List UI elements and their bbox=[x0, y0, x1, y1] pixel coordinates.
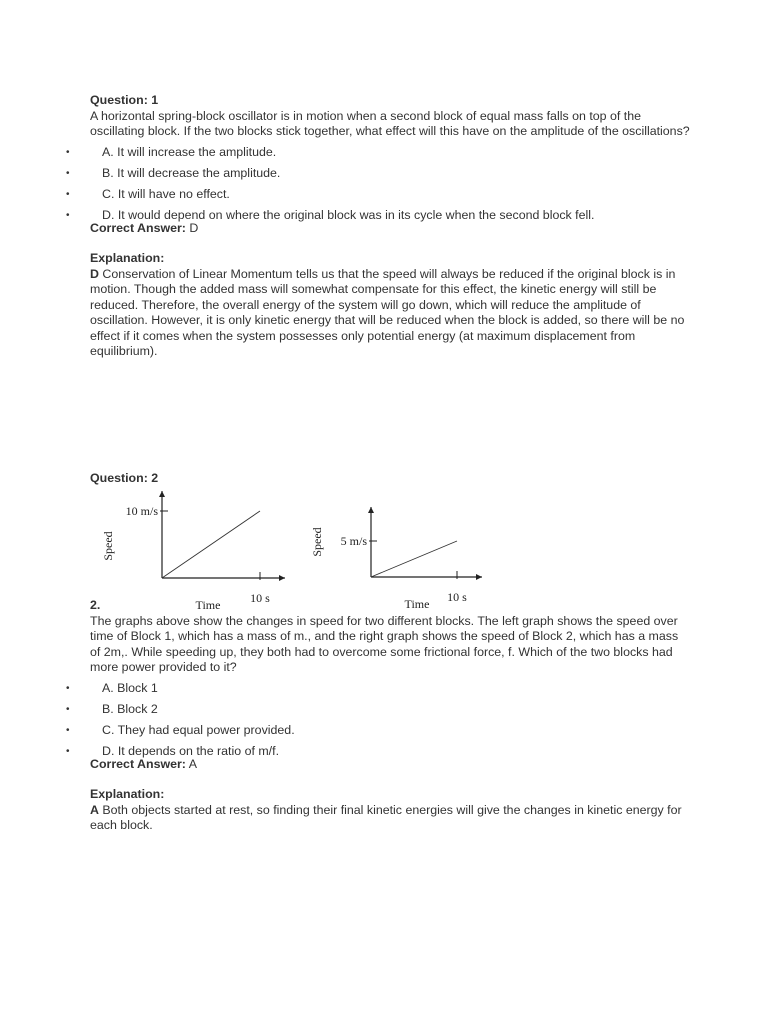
x-axis-label: Time bbox=[195, 598, 221, 612]
question-1-heading: Question: 1 bbox=[90, 93, 159, 107]
bullet-icon: • bbox=[66, 146, 70, 158]
list-item: • B. It will decrease the amplitude. bbox=[90, 163, 690, 184]
y-axis-label: Speed bbox=[310, 527, 324, 557]
x-axis-label: Time bbox=[404, 597, 430, 611]
list-item: • C. They had equal power provided. bbox=[90, 720, 690, 741]
question-2-text: The graphs above show the changes in speed for two different blocks. The left graph shows the speed over time of Block 1, which has a mass of m., and the right graph shows the speed of Block 2, which has a mass of 2m,. While speeding up, they both had to overcome some frictional force, f. Which of the two blocks had more power provided to it? bbox=[90, 613, 679, 674]
question-2 bbox=[66, 598, 690, 834]
series-line bbox=[371, 541, 457, 577]
question-2-correct-answer: Correct Answer: A bbox=[90, 756, 197, 771]
y-axis-label: Speed bbox=[101, 531, 115, 561]
y-tick-label: 10 m/s bbox=[125, 504, 158, 518]
list-item: • D. It would depend on where the original block was in its cycle when the second block fell. bbox=[90, 205, 690, 226]
x-axis-arrow-icon bbox=[279, 575, 285, 581]
question-2-explanation: A Both objects started at rest, so finding their final kinetic energies will give the changes in kinetic energy for each block. bbox=[90, 802, 682, 833]
bullet-icon: • bbox=[66, 703, 70, 715]
bullet-icon: • bbox=[66, 210, 70, 222]
speed-time-graphs bbox=[90, 485, 510, 615]
question-1 bbox=[66, 93, 690, 360]
y-tick-label: 5 m/s bbox=[340, 534, 367, 548]
graph-block-2 bbox=[310, 507, 482, 611]
x-tick-label: 10 s bbox=[250, 591, 270, 605]
list-item: • B. Block 2 bbox=[90, 699, 690, 720]
bullet-icon: • bbox=[66, 167, 70, 179]
x-tick-label: 10 s bbox=[447, 590, 467, 604]
bullet-icon: • bbox=[66, 746, 70, 758]
bullet-icon: • bbox=[66, 725, 70, 737]
bullet-icon: • bbox=[66, 189, 70, 201]
list-item: • A. It will increase the amplitude. bbox=[90, 142, 690, 163]
question-1-correct-answer: Correct Answer: D bbox=[90, 220, 199, 235]
list-item: • A. Block 1 bbox=[90, 678, 690, 699]
question-2-options bbox=[66, 678, 690, 763]
graph-block-1 bbox=[101, 491, 285, 612]
question-1-explanation: D Conservation of Linear Momentum tells us that the speed will always be reduced if the original block is in motion. Though the added mass will somewhat compensate for this effect, the kinetic energy will still be reduced. Therefore, the overall energy of the system will go down, which will reduce the amplitude of oscillation. However, it is only kinetic energy that will be reduced when the block is added, so there will be no effect if it comes when the system possesses only potential energy (at maximum displacement from equilibrium). bbox=[90, 266, 685, 359]
question-1-text: A horizontal spring-block oscillator is in motion when a second block of equal mass falls on top of the oscillating block. If the two blocks stick together, what effect will this have on the amplitude of the oscillations? bbox=[90, 108, 690, 138]
bullet-icon: • bbox=[66, 682, 70, 694]
question-2-heading: Question: 2 bbox=[90, 471, 159, 485]
question-2-number: 2. bbox=[90, 598, 101, 612]
series-line bbox=[162, 511, 260, 578]
x-axis-arrow-icon bbox=[476, 574, 482, 580]
y-axis-arrow-icon bbox=[368, 507, 374, 513]
list-item: • D. It depends on the ratio of m/f. bbox=[90, 741, 690, 762]
question-1-options bbox=[66, 142, 690, 227]
y-axis-arrow-icon bbox=[159, 491, 165, 497]
question-1-explanation-heading: Explanation: bbox=[90, 251, 165, 266]
list-item: • C. It will have no effect. bbox=[90, 184, 690, 205]
question-2-explanation-heading: Explanation: bbox=[90, 787, 165, 802]
